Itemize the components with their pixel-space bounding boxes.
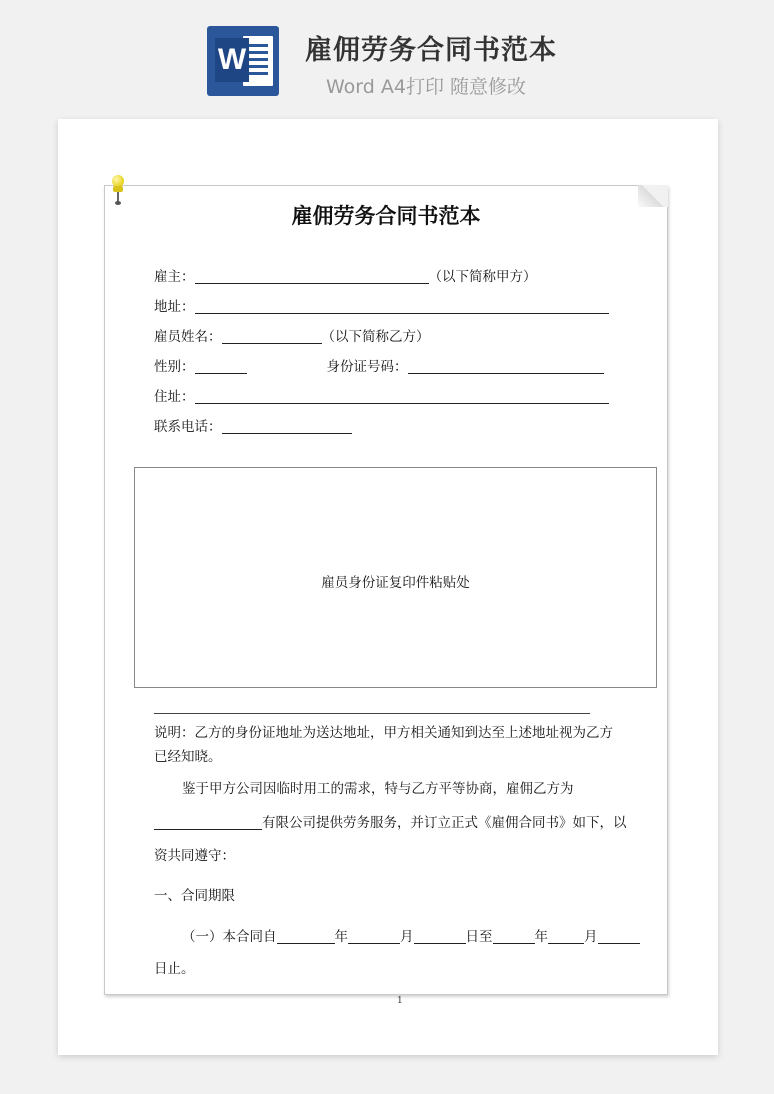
note-line-1: 说明：乙方的身份证地址为送达地址，甲方相关通知到达至上述地址视为乙方 — [154, 725, 613, 741]
term-month-1: 月 — [400, 929, 414, 945]
phone-blank[interactable] — [222, 419, 352, 434]
banner — [0, 0, 774, 110]
employer-blank[interactable] — [195, 269, 429, 284]
term-year-2: 年 — [534, 929, 548, 945]
section-contract-term: 一、合同期限 — [154, 888, 235, 904]
document-page — [58, 119, 718, 1055]
term-day-1: 日至 — [465, 929, 493, 945]
employer-row — [154, 268, 537, 286]
end-day-blank[interactable] — [598, 929, 640, 944]
document-title: 雇佣劳务合同书范本 — [291, 203, 481, 228]
gender-label: 性别： — [154, 359, 195, 375]
term-prefix: （一）本合同自 — [182, 929, 277, 945]
id-copy-paste-box — [134, 467, 657, 688]
employee-name-label: 雇员姓名： — [154, 329, 222, 345]
employee-name-row — [154, 328, 430, 346]
pushpin-icon — [108, 175, 128, 207]
term-month-2: 月 — [584, 929, 598, 945]
employee-suffix: （以下简称乙方） — [321, 329, 430, 345]
para1-line-3: 资共同遵守： — [154, 848, 235, 864]
banner-subtitle: Word A4打印 随意修改 — [326, 76, 527, 98]
page-number: 1 — [397, 996, 403, 1006]
term-year-1: 年 — [334, 929, 348, 945]
employer-suffix: （以下简称甲方） — [428, 269, 537, 285]
phone-label: 联系电话： — [154, 419, 222, 435]
note-paragraph — [154, 721, 654, 769]
para1-line-2: 有限公司提供劳务服务，并订立正式《雇佣合同书》如下，以 — [262, 815, 627, 831]
residence-row — [154, 388, 609, 406]
banner-title: 雇佣劳务合同书范本 — [305, 35, 557, 66]
term-row — [182, 928, 640, 946]
gender-id-row — [154, 358, 604, 376]
address-blank[interactable] — [195, 299, 609, 314]
end-year-blank[interactable] — [493, 929, 535, 944]
word-icon-letter: W — [215, 38, 249, 82]
term-end: 日止。 — [154, 961, 195, 977]
id-blank[interactable] — [408, 359, 604, 374]
employer-label: 雇主： — [154, 269, 195, 285]
residence-label: 住址： — [154, 389, 195, 405]
gender-blank[interactable] — [195, 359, 247, 374]
divider-line — [154, 713, 590, 714]
start-day-blank[interactable] — [414, 929, 466, 944]
note-line-2: 已经知晓。 — [154, 749, 222, 765]
paste-box-label: 雇员身份证复印件粘贴处 — [321, 575, 470, 591]
word-icon — [207, 26, 279, 96]
start-month-blank[interactable] — [348, 929, 400, 944]
id-label: 身份证号码： — [326, 359, 408, 375]
start-year-blank[interactable] — [277, 929, 335, 944]
employee-name-blank[interactable] — [222, 329, 322, 344]
phone-row — [154, 418, 352, 436]
document-sheet — [104, 185, 668, 995]
company-blank[interactable] — [154, 815, 262, 830]
para1-line-2-row — [154, 814, 627, 832]
end-month-blank[interactable] — [548, 929, 584, 944]
address-label: 地址： — [154, 299, 195, 315]
address-row — [154, 298, 609, 316]
para1-line-1: 鉴于甲方公司因临时用工的需求，特与乙方平等协商，雇佣乙方为 — [182, 781, 574, 797]
residence-blank[interactable] — [195, 389, 609, 404]
